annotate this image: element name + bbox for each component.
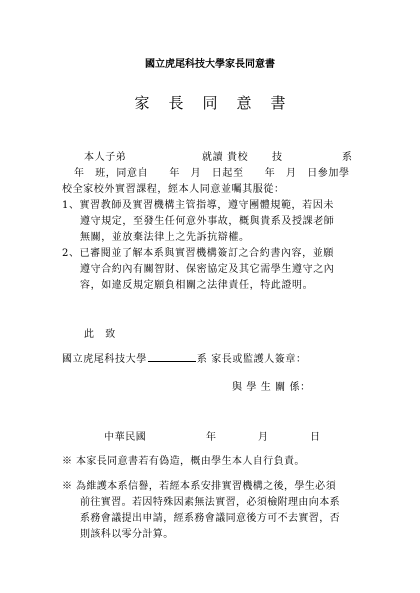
relation-label: 與 學 生 關 係： bbox=[232, 382, 311, 393]
para1-tech-label: 技 bbox=[272, 152, 283, 163]
note-2-line4: 則該科以零分計算。 bbox=[80, 529, 174, 540]
form-title: 家長同意書 bbox=[134, 94, 305, 112]
date-year: 年 bbox=[206, 432, 217, 443]
form-header: 國立虎尾科技大學家長同意書 bbox=[145, 59, 275, 70]
para1-student-label: 本人子弟 bbox=[84, 152, 127, 163]
signature-line bbox=[62, 350, 307, 365]
item1-line2: 遵守規定，至發生任何意外事故，概與貴系及授課老師 bbox=[80, 216, 335, 227]
note-1: ※ 本家長同意書若有偽造，概由學生本人自行負責。 bbox=[62, 456, 305, 467]
para1-line2: 年 班，同意自 年 月 日起至 年 月 日參加學 bbox=[74, 168, 350, 179]
note-2-line3: 系務會議提出申請，經系務會議同意後方可不去實習，否 bbox=[80, 513, 340, 524]
date-era: 中華民國 bbox=[104, 432, 147, 443]
para1-dept-label: 系 bbox=[342, 152, 353, 163]
item2-line2: 遵守合約內有關智財、保密協定及其它需學生遵守之內 bbox=[80, 264, 335, 275]
guardian-signature-label: 系 家長或監護人簽章： bbox=[196, 354, 307, 365]
item1-line3: 無關，並放棄法律上之先訴抗辯權。 bbox=[80, 232, 250, 243]
para1-school-label: 就讀 貴校 bbox=[202, 152, 249, 163]
department-blank[interactable] bbox=[148, 352, 196, 362]
closing-salutation: 此 致 bbox=[84, 329, 116, 340]
note-2-line1: ※ 為維護本系信譽，若經本系安排實習機構之後，學生必須 bbox=[62, 481, 336, 492]
para1-line3: 校全家校外實習課程，經本人同意並囑其服從： bbox=[62, 184, 285, 195]
school-name: 國立虎尾科技大學 bbox=[62, 354, 147, 365]
item1-line1: 1、實習教師及實習機構主管指導，遵守團體規範，若因未 bbox=[62, 200, 334, 211]
note-2-line2: 前往實習。若因特殊因素無法實習，必須檢附理由向本系 bbox=[80, 497, 340, 508]
item2-line3: 容，如違反規定願負相關之法律責任，特此證明。 bbox=[80, 280, 314, 291]
date-month: 月 bbox=[258, 432, 269, 443]
date-day: 日 bbox=[310, 432, 321, 443]
item2-line1: 2、已審閱並了解本系與實習機構簽訂之合約書內容，並願 bbox=[62, 248, 334, 259]
